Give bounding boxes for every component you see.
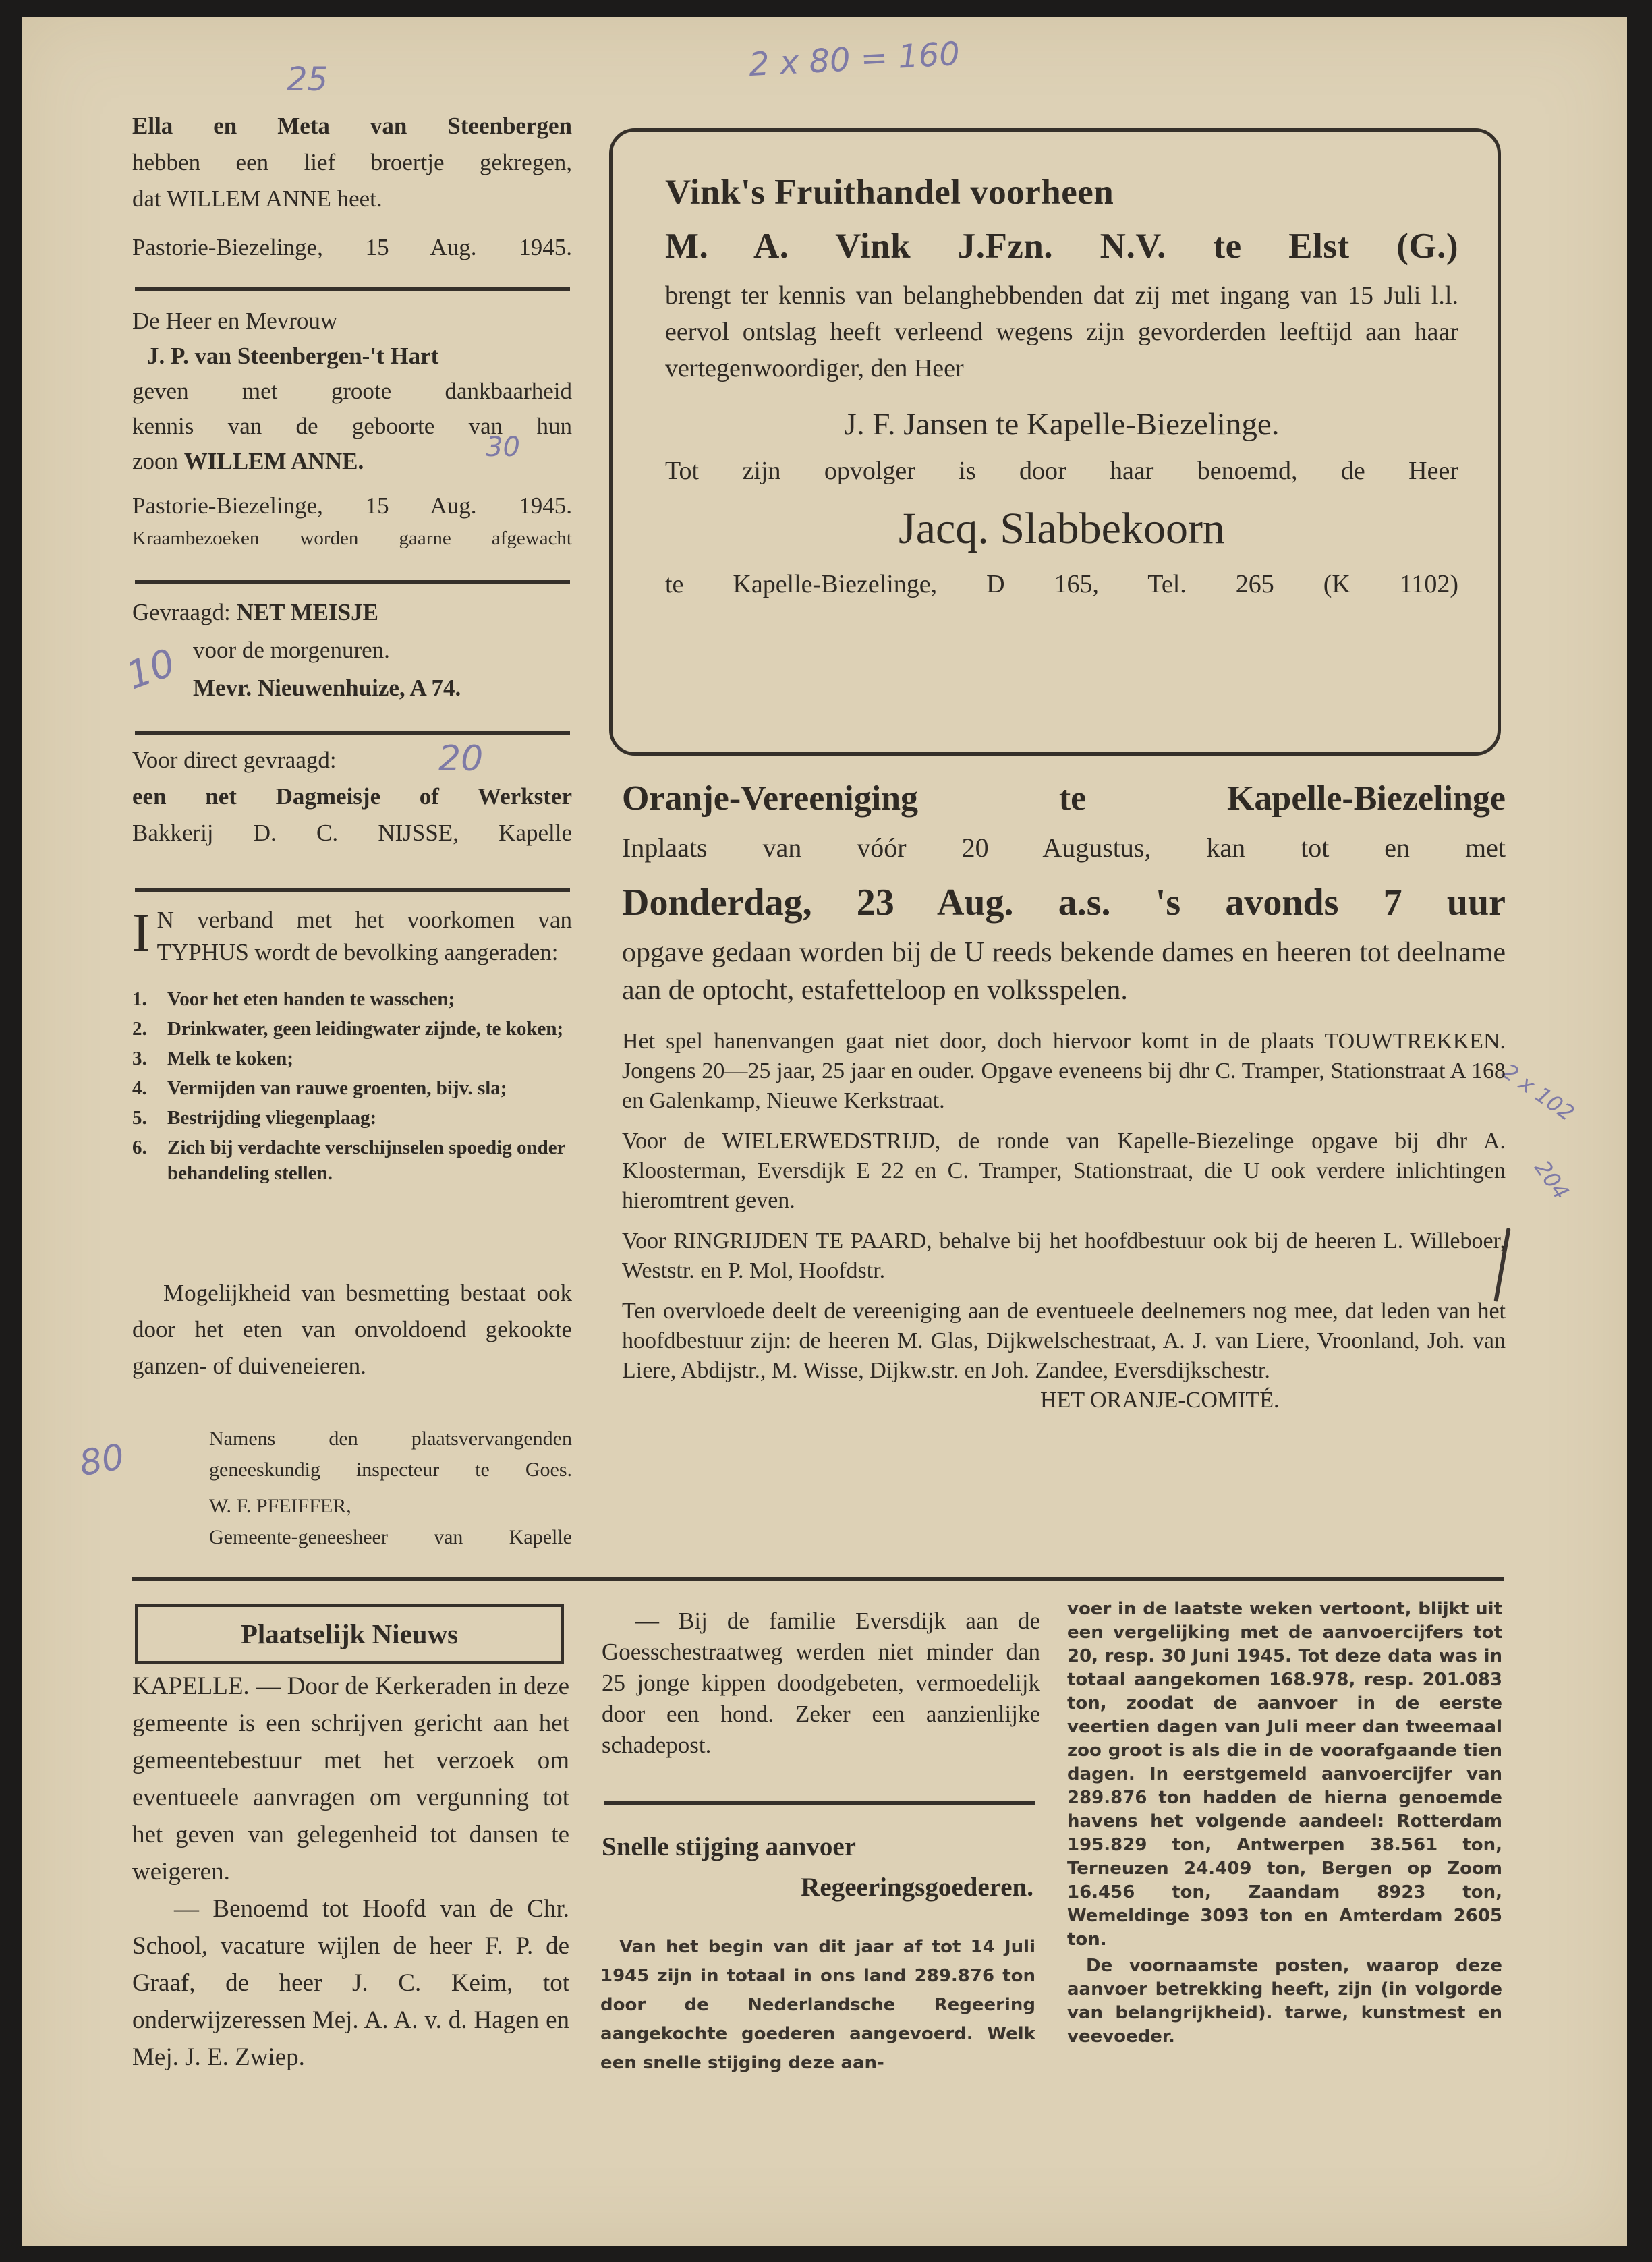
birth-notice-2-parents: J. P. van Steenbergen-'t Hart [147, 343, 439, 369]
wanted-ad-1-line2: voor de morgenuren. [193, 637, 390, 663]
typhus-item [132, 1016, 572, 1042]
typhus-item-number: 6. [132, 1137, 147, 1158]
divider [135, 731, 570, 735]
wanted-ad-2-line1: Voor direct gevraagd: [132, 747, 337, 773]
article-para2: De voornaamste posten, waarop deze aanvoer betrekking heeft, zijn (in volgorde van belangrijkheid). tarwe, kunstmest en veevoeder. [1067, 1956, 1502, 2047]
oranje-para-ringrijden: Voor RINGRIJDEN TE PAARD, behalve bij het hoofdbestuur ook bij de heeren L. Willeboer, Weststr. en P. Mol, Hoofdstr. [622, 1228, 1506, 1283]
typhus-item-number: 2. [132, 1018, 147, 1040]
wanted-ad-2 [132, 742, 572, 851]
divider [135, 287, 570, 291]
divider [135, 580, 570, 584]
typhus-item-number: 4. [132, 1077, 147, 1099]
vink-title-1: Vink's Fruithandel voorheen [665, 173, 1114, 212]
birth-notice-2-line3: geven met groote dankbaarheid [132, 378, 572, 404]
handwritten-note-right-1: 2 x 102 [1498, 1058, 1579, 1127]
birth-notice-2-line5 [132, 444, 572, 479]
typhus-item [132, 1075, 572, 1101]
oranje-para-hoofdbestuur: Ten overvloede deelt de vereeniging aan de eventueele deelnemers nog mee, dat leden van het hoofdbestuur zijn: de heeren M. Glas, Dijkwelschestraat, A. J. van Liere, Vroonland, Joh. van Liere, Abdijstr., M. Wisse, Dijkw.str. en Joh. Zandee, Eversdijkschestr. [622, 1299, 1506, 1383]
wanted-ad-1-contact: Mevr. Nieuwenhuize, A 74. [193, 675, 461, 701]
typhus-dropcap: I [132, 903, 150, 963]
oranje-title: Oranje-Vereeniging te Kapelle-Biezelinge [622, 779, 1506, 818]
birth-notice-1 [132, 108, 572, 266]
article-para1: Van het begin van dit jaar af tot 14 Juli 1945 zijn in totaal in ons land 289.876 ton door de Nederlandsche Regeering aangekochte goederen aangevoerd. Welk een snelle stijging deze aan- [600, 1937, 1035, 2073]
handwritten-note-right-2: 204 [1529, 1156, 1574, 1204]
vink-name-jansen: J. F. Jansen te Kapelle-Biezelinge. [844, 407, 1280, 442]
wanted-ad-2-line3: Bakkerij D. C. NIJSSE, Kapelle [132, 820, 572, 846]
birth-notice-2-zoon: zoon [132, 448, 179, 474]
oranje-signature: HET ORANJE-COMITÉ. [1040, 1388, 1280, 1413]
typhus-warning-text: Mogelijkheid van besmetting bestaat ook door het eten van onvoldoend gekookte ganzen- of duiveneieren. [132, 1280, 572, 1379]
wanted-ad-1-label: Gevraagd: [132, 599, 231, 625]
typhus-item [132, 1135, 572, 1186]
handwritten-note-block3: 10 [121, 640, 181, 699]
local-news-kapelle: KAPELLE. — Door de Kerkeraden in deze gemeente is een schrijven gericht aan het gemeentebestuur met het verzoek om eventueele aanvragen om vergunning tot het geven van gelegenheid tot dansen te weigeren. [132, 1672, 569, 1886]
local-news-eversdijk-text: — Bij de familie Eversdijk aan de Goesschestraatweg werden niet minder dan 25 jonge kippen doodgebeten, vermoedelijk door een hond. Zeker een aanzienlijke schadepost. [602, 1608, 1040, 1758]
article-title-2: Regeeringsgoederen. [801, 1873, 1033, 1902]
birth-notice-1-date: Pastorie-Biezelinge, 15 Aug. 1945. [132, 234, 572, 260]
typhus-item [132, 986, 572, 1012]
typhus-item [132, 1105, 572, 1131]
article-body-col2 [1067, 1597, 1502, 2049]
handwritten-note-top-left: 25 [287, 61, 329, 98]
wanted-ad-1-title: NET MEISJE [236, 599, 378, 625]
birth-notice-1-line2: hebben een lief broertje gekregen, [132, 149, 572, 175]
oranje-date: Donderdag, 23 Aug. a.s. 's avonds 7 uur [622, 882, 1506, 924]
typhus-sign-name: W. F. PFEIFFER, [209, 1495, 351, 1517]
typhus-item-text: Bestrijding vliegenplaag: [167, 1107, 377, 1129]
local-news-eversdijk [602, 1606, 1040, 1761]
vink-successor-line: Tot zijn opvolger is door haar benoemd, de Heer [665, 457, 1458, 485]
handwritten-note-top-center: 2 x 80 = 160 [747, 34, 961, 84]
typhus-item [132, 1046, 572, 1071]
local-news-benoemd: — Benoemd tot Hoofd van de Chr. School, vacature wijlen de heer F. P. de Graaf, de heer J. C. Keim, tot onderwijzeressen Mej. A. A. v. d. Hagen en Mej. J. E. Zwiep. [132, 1895, 569, 2071]
vink-advertisement [609, 128, 1501, 756]
wanted-ad-1-headline [132, 594, 572, 631]
divider [604, 1801, 1035, 1805]
oranje-para-touwtrekken: Het spel hanenvangen gaat niet door, doch hiervoor komt in de plaats TOUWTREKKEN. Jongens 20—25 jaar, 25 jaar en ouder. Opgave eveneens bij dhr C. Tramper, Stationstraat A 168 en Galenkamp, Nieuwe Kerkstraat. [622, 1029, 1506, 1113]
typhus-sign-line2: geneeskundig inspecteur te Goes. [209, 1459, 572, 1481]
oranje-para-wielerwedstrijd: Voor de WIELERWEDSTRIJD, de ronde van Kapelle-Biezelinge opgave bij dhr A. Kloosterman, Eversdijk E 22 en C. Tramper, Stationstraat, die U ook verdere inlichtingen hieromtrent geven. [622, 1129, 1506, 1213]
handwritten-note-signature: 80 [76, 1436, 127, 1485]
birth-notice-2-child-name: WILLEM ANNE. [183, 448, 364, 474]
oranje-subtitle: Inplaats van vóór 20 Augustus, kan tot en met [622, 832, 1506, 863]
local-news-column [132, 1668, 569, 2076]
typhus-item-text: Melk te koken; [167, 1048, 293, 1069]
birth-notice-2-note: Kraambezoeken worden gaarne afgewacht [132, 528, 572, 549]
birth-notice-1-line3: dat WILLEM ANNE heet. [132, 186, 382, 212]
typhus-signature [209, 1423, 572, 1553]
typhus-item-text: Zich bij verdachte verschijnselen spoedig onder behandeling stellen. [167, 1137, 565, 1184]
birth-notice-2-line4: kennis van de geboorte van hun [132, 413, 572, 439]
article-title-1: Snelle stijging aanvoer [602, 1832, 856, 1861]
typhus-item-text: Vermijden van rauwe groenten, bijv. sla; [167, 1077, 507, 1099]
article-para1-continued: voer in de laatste weken vertoont, blijkt uit een vergelijking met de aanvoercijfers tot 20, resp. 30 Juni 1945. Tot deze data was in totaal aangekomen 168.978, resp. 201.083 ton, zoodat de aanvoer in de eerste veertien dagen van Juli meer dan tweemaal zoo groot is als die in de voorafgaande tien dagen. In eerstgemeld aanvoercijfer van 289.876 ton hadden de hierna genoemde havens het volgende aandeel: Rotterdam 195.829 ton, Antwerpen 38.561 ton, Terneuzen 24.409 ton, Bergen op Zoom 16.456 ton, Zaandam 8923 ton, Wemeldinge 3093 ton en Amterdam 2605 ton. [1067, 1599, 1502, 1950]
section-divider [132, 1577, 1504, 1581]
wanted-ad-2-line2: een net Dagmeisje of Werkster [132, 783, 572, 810]
local-news-heading: Plaatselijk Nieuws [135, 1604, 564, 1664]
typhus-item-number: 1. [132, 988, 147, 1010]
typhus-item-number: 5. [132, 1107, 147, 1129]
vink-address: te Kapelle-Biezelinge, D 165, Tel. 265 (K 1102) [665, 570, 1458, 598]
birth-notice-2-date: Pastorie-Biezelinge, 15 Aug. 1945. [132, 492, 572, 519]
divider [135, 888, 570, 892]
birth-notice-2 [132, 304, 572, 553]
typhus-list [132, 986, 572, 1186]
typhus-item-text: Voor het eten handen te wasschen; [167, 988, 455, 1010]
typhus-warning [132, 1275, 572, 1384]
article-body-col1 [600, 1933, 1035, 2078]
oranje-vereeniging-notice [622, 774, 1506, 1415]
handwritten-note-block2: 30 [486, 432, 520, 463]
vink-name-slabbekoorn: Jacq. Slabbekoorn [899, 504, 1225, 553]
typhus-notice [132, 904, 572, 1190]
typhus-item-text: Drinkwater, geen leidingwater zijnde, te koken; [167, 1018, 564, 1040]
handwritten-note-block4: 20 [438, 739, 484, 779]
typhus-sign-line1: Namens den plaatsvervangenden [209, 1427, 572, 1450]
typhus-sign-title: Gemeente-geneesheer van Kapelle [209, 1526, 572, 1548]
birth-notice-2-line1: De Heer en Mevrouw [132, 308, 338, 334]
wanted-ad-1 [132, 594, 572, 707]
vink-title-2: M. A. Vink J.Fzn. N.V. te Elst (G.) [665, 227, 1458, 266]
vink-body: brengt ter kennis van belanghebbenden dat zij met ingang van 15 Juli l.l. eervol ontslag heeft verleend wegens zijn gevorderden leeftijd aan haar vertegenwoordiger, den Heer [665, 281, 1458, 383]
oranje-body: opgave gedaan worden bij de U reeds bekende dames en heeren tot deelname aan de optocht, estafetteloop en volksspelen. [622, 937, 1506, 1006]
typhus-intro: N verband met het voorkomen van TYPHUS wordt de bevolking aangeraden: [156, 907, 572, 965]
birth-notice-1-line1: Ella en Meta van Steenbergen [132, 113, 572, 139]
typhus-item-number: 3. [132, 1048, 147, 1069]
